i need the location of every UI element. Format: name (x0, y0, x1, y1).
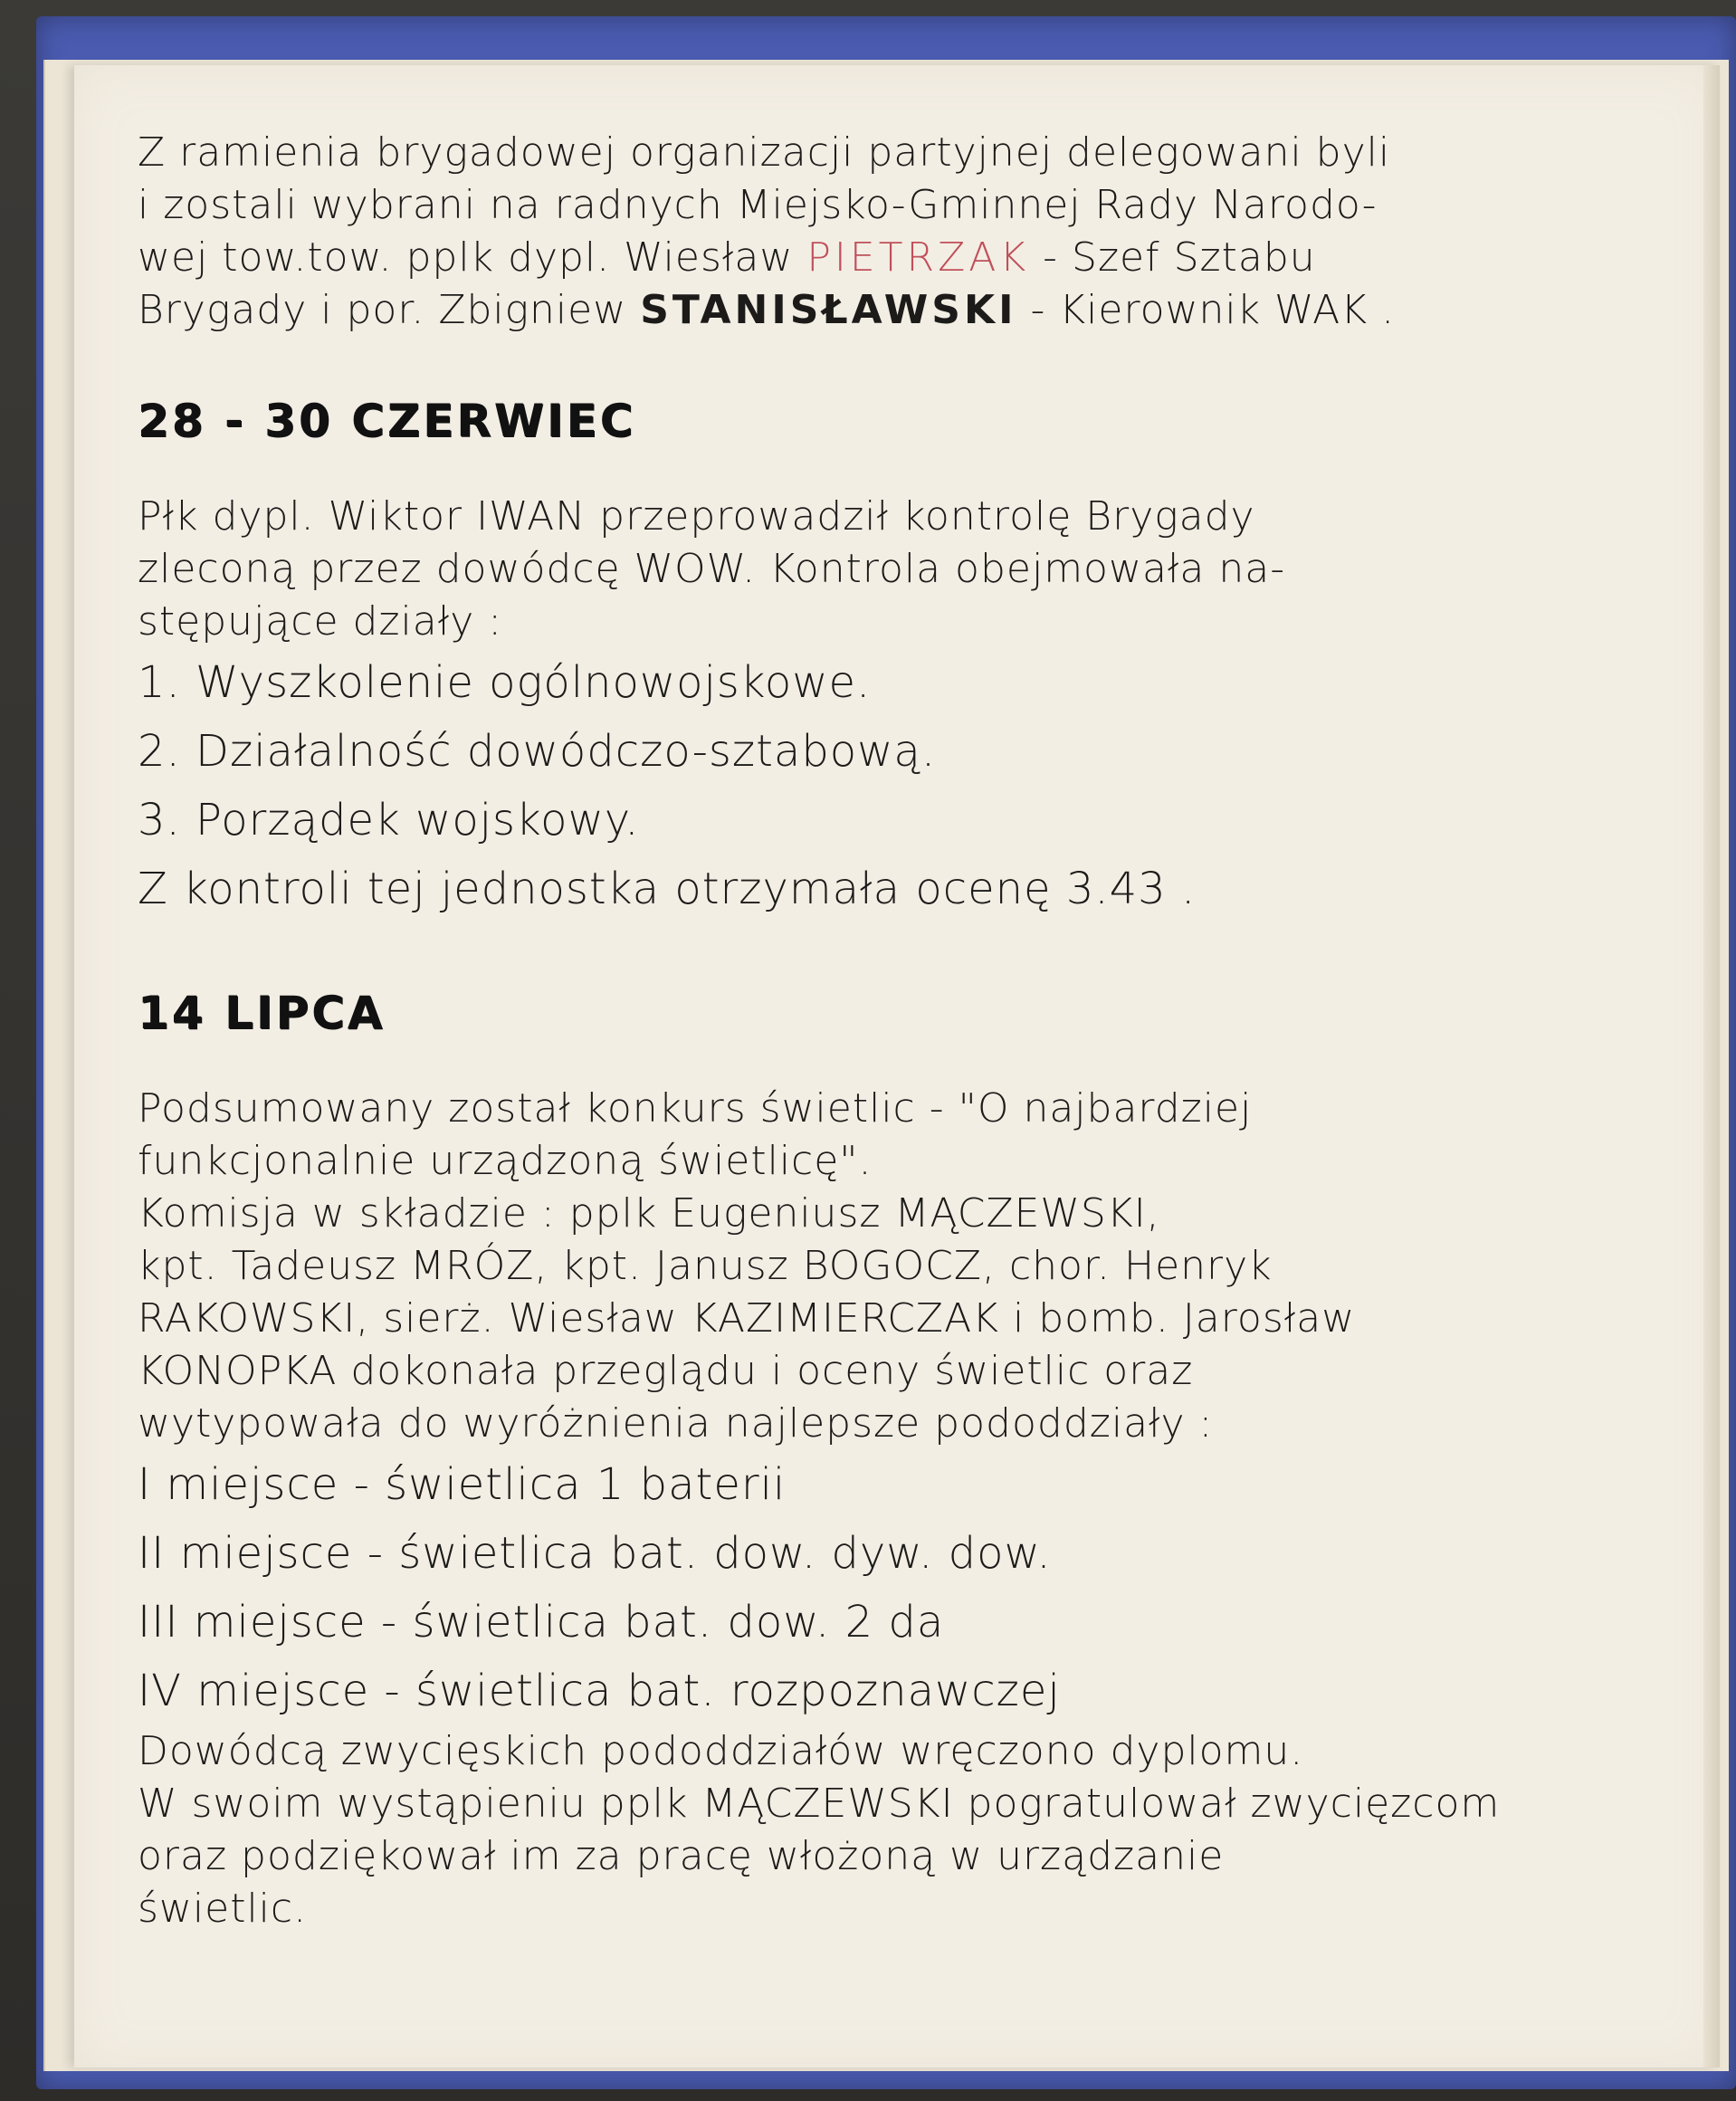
section3-line: funkcjonalnie urządzoną świetlicę". (138, 1138, 873, 1184)
place-item: III miejsce - świetlica bat. dow. 2 da (138, 1597, 945, 1647)
heading-lipca: 14 LIPCA (138, 987, 386, 1039)
section3-line: Podsumowany został konkurs świetlic - "O najbardziej (138, 1085, 1253, 1132)
section1-line-3: wej tow.tow. pplk dypl. Wiesław PIETRZAK - Szef Sztabu (138, 234, 1316, 281)
section2 (138, 491, 1694, 923)
section1-line-1: Z ramienia brygadowej organizacji partyjnej delegowani byli (138, 129, 1391, 176)
closing-line: oraz podziękował im za pracę włożoną w urządzanie (138, 1833, 1225, 1879)
section3-line: wytypowała do wyróżnienia najlepsze pododdziały : (138, 1400, 1214, 1447)
list-item: 2. Działalność dowódczo-sztabową. (138, 726, 937, 777)
section3-line: KONOPKA dokonała przeglądu i oceny świetlic oraz (138, 1348, 1194, 1394)
page-curl-edge (1703, 65, 1720, 2068)
section3-line: Komisja w składzie : pplk Eugeniusz MĄCZEWSKI, (138, 1190, 1160, 1237)
section3-line: RAKOWSKI, sierż. Wiesław KAZIMIERCZAK i bomb. Jarosław (138, 1295, 1356, 1342)
section2-line-1: Płk dypl. Wiktor IWAN przeprowadził kontrolę Brygady (138, 493, 1255, 540)
place-item: I miejsce - świetlica 1 baterii (138, 1459, 787, 1510)
closing-line: W swoim wystąpieniu pplk MĄCZEWSKI pogratulował zwycięzcom (138, 1781, 1501, 1827)
closing-line: Dowódcą zwycięskich pododdziałów wręczono dyplomu. (138, 1728, 1304, 1774)
name-stanislawski: STANISŁAWSKI (640, 287, 1017, 333)
handwritten-text (138, 127, 1694, 1935)
place-item: II miejsce - świetlica bat. dow. dyw. dow. (138, 1528, 1052, 1579)
list-item: 3. Porządek wojskowy. (138, 795, 640, 845)
section2-line-3: stępujące działy : (138, 598, 503, 645)
section3-line: kpt. Tadeusz MRÓZ, kpt. Janusz BOGOCZ, chor. Henryk (138, 1243, 1273, 1289)
result-line: Z kontroli tej jednostka otrzymała ocenę 3.43 . (138, 864, 1197, 914)
list-item: 1. Wyszkolenie ogólnowojskowe. (138, 657, 872, 708)
closing-line: świetlic. (138, 1886, 308, 1932)
section1-line-2: i zostali wybrani na radnych Miejsko-Gminnej Rady Narodo- (138, 182, 1378, 228)
section1-line-4: Brygady i por. Zbigniew STANISŁAWSKI - Kierownik WAK . (138, 287, 1396, 333)
name-pietrzak: PIETRZAK (806, 234, 1030, 281)
section2-line-2: zleconą przez dowódcę WOW. Kontrola obejmowała na- (138, 546, 1286, 592)
place-item: IV miejsce - świetlica bat. rozpoznawczej (138, 1666, 1061, 1716)
heading-czerwiec: 28 - 30 CZERWIEC (138, 395, 636, 447)
section3 (138, 1083, 1694, 1935)
